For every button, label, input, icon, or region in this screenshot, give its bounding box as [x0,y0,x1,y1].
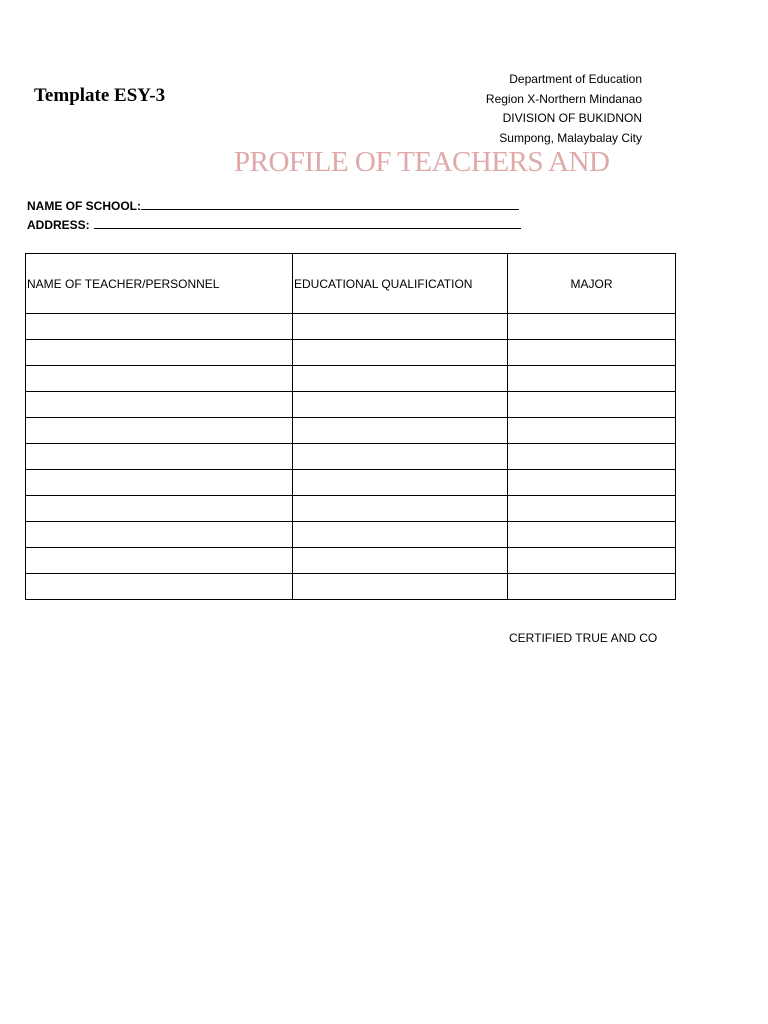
table-cell [26,392,293,418]
table-cell [508,418,676,444]
table-row [26,366,676,392]
header-region: Region X-Northern Mindanao [485,92,642,106]
table-cell [293,418,508,444]
table-cell [508,496,676,522]
table-cell [508,522,676,548]
table-cell [26,418,293,444]
school-name-field [27,198,519,214]
school-name-label: NAME OF SCHOOL: [27,199,141,213]
certified-true-copy-text: CERTIFIED TRUE AND CO [509,631,658,645]
address-blank [94,217,521,229]
school-name-blank [141,198,519,210]
document-title: PROFILE OF TEACHERS AND [234,146,610,178]
header-department: Department of Education [509,72,642,86]
column-header-major: MAJOR [508,254,676,314]
table-cell [26,574,293,600]
table-row [26,470,676,496]
table-row [26,418,676,444]
table-row [26,574,676,600]
table-cell [293,548,508,574]
table-cell [293,366,508,392]
teacher-profile-table [25,253,676,600]
column-header-name: NAME OF TEACHER/PERSONNEL [26,254,293,314]
table-row [26,314,676,340]
table-row [26,548,676,574]
table-cell [293,522,508,548]
table-row [26,444,676,470]
table-cell [26,496,293,522]
table-cell [293,470,508,496]
table-cell [508,340,676,366]
table-cell [293,496,508,522]
header-address: Sumpong, Malaybalay City [499,131,642,145]
table-header-row [26,254,676,314]
table-cell [26,522,293,548]
table-cell [293,574,508,600]
table-cell [26,548,293,574]
column-header-qualification: EDUCATIONAL QUALIFICATION [293,254,508,314]
header-division: DIVISION OF BUKIDNON [502,111,642,125]
table-cell [508,470,676,496]
table-row [26,340,676,366]
table-cell [508,548,676,574]
table-cell [26,314,293,340]
address-label: ADDRESS: [27,218,90,232]
table-cell [508,392,676,418]
address-field [27,217,521,233]
table-cell [293,444,508,470]
table-cell [293,314,508,340]
table-cell [508,366,676,392]
table-row [26,522,676,548]
table-cell [26,444,293,470]
table-cell [26,470,293,496]
table-cell [508,574,676,600]
table-cell [508,314,676,340]
table-cell [26,366,293,392]
table-cell [293,340,508,366]
template-label: Template ESY-3 [34,85,166,106]
table-row [26,392,676,418]
table-cell [508,444,676,470]
table-row [26,496,676,522]
table-cell [293,392,508,418]
table-body [26,314,676,600]
table-cell [26,340,293,366]
